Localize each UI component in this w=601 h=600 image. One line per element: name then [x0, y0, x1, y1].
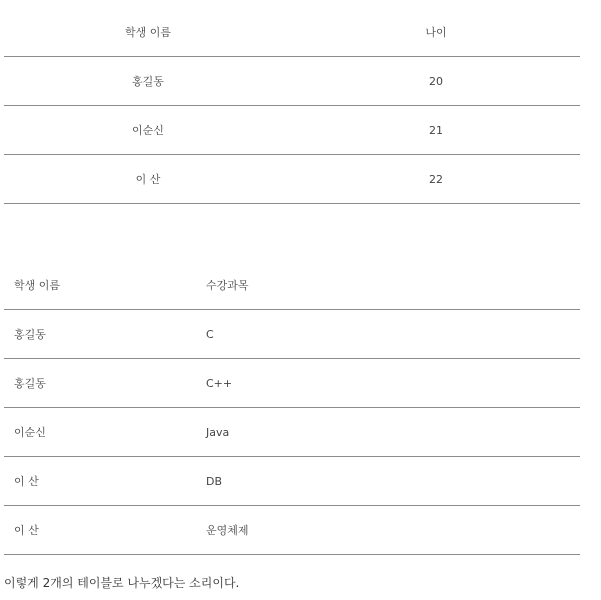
cell-student-name: 이순신	[4, 106, 292, 155]
caption-text: 이렇게 2개의 테이블로 나누겠다는 소리이다.	[4, 576, 240, 590]
student-age-table	[4, 8, 580, 204]
cell-student-name: 이 산	[4, 155, 292, 204]
table-header-row	[4, 261, 580, 310]
cell-student-name: 홍길동	[4, 359, 196, 408]
column-header-course: 수강과목	[196, 261, 580, 310]
cell-age: 20	[292, 57, 580, 106]
cell-course: C++	[196, 359, 580, 408]
cell-course: C	[196, 310, 580, 359]
cell-age: 22	[292, 155, 580, 204]
table-row	[4, 106, 580, 155]
table-row	[4, 57, 580, 106]
cell-student-name: 이순신	[4, 408, 196, 457]
cell-age: 21	[292, 106, 580, 155]
table-row	[4, 310, 580, 359]
cell-course: DB	[196, 457, 580, 506]
cell-student-name: 홍길동	[4, 310, 196, 359]
table-row	[4, 359, 580, 408]
table-header-row	[4, 8, 580, 57]
cell-course: Java	[196, 408, 580, 457]
column-header-student-name: 학생 이름	[4, 8, 292, 57]
table-row	[4, 408, 580, 457]
student-course-table	[4, 261, 580, 555]
column-header-age: 나이	[292, 8, 580, 57]
cell-student-name: 홍길동	[4, 57, 292, 106]
table-row	[4, 155, 580, 204]
cell-course: 운영체제	[196, 506, 580, 555]
table-row	[4, 457, 580, 506]
table-row	[4, 506, 580, 555]
cell-student-name: 이 산	[4, 457, 196, 506]
column-header-student-name: 학생 이름	[4, 261, 196, 310]
cell-student-name: 이 산	[4, 506, 196, 555]
